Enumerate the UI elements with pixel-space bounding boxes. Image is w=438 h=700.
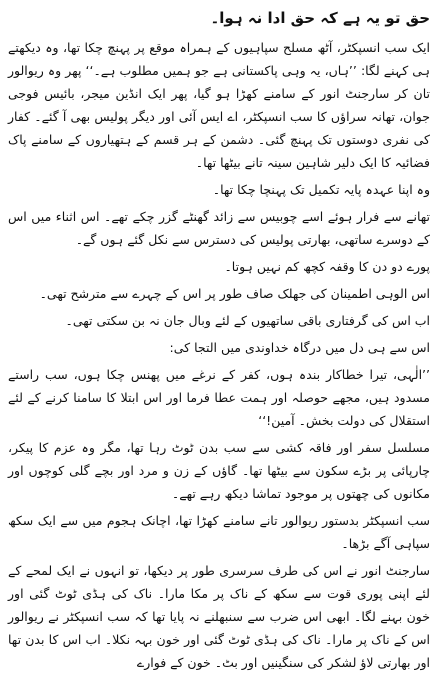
paragraph: تھانے سے فرار ہوئے اسے چوبیس سے زائد گھنٹے گزر چکے تھے۔ اس اثناء میں اس کے دوسرے ساتھی، بھارتی پولیس کی دسترس سے نکل گئے ہوں گے۔ [8, 209, 430, 247]
paragraph: مسلسل سفر اور فاقہ کشی سے سب بدن ٹوٹ رہا تھا، مگر وہ عزم کا پیکر، چارپائی پر بڑے سکون سے بیٹھا تھا۔ گاؤں کے زن و مرد اور بچے گلی کوچوں اور مکانوں کی چھتوں پر موجود تماشا دیکھ رہے تھے۔ [8, 440, 430, 501]
paragraph: اس الوہی اطمینان کی جھلک صاف طور پر اس کے چہرے سے مترشح تھی۔ [39, 286, 430, 301]
paragraph: اس سے ہی دل میں درگاہ خداوندی میں التجا کی: [169, 340, 430, 355]
paragraph: ایک سب انسپکٹر، آٹھ مسلح سپاہیوں کے ہمراہ موقع پر پہنچ چکا تھا، وہ دیکھتے ہی کہنے لگا: ’’ہاں، یہ وہی پاکستانی ہے جو ہمیں مطلوب ہے۔‘‘ پھر وہ ریوالور تان کر سارجنٹ انور کے سامنے کھڑا ہو گیا، پھر ایک انڈین میجر، بائیس فوجی جوان، تھانہ سراؤں کا سب انسپکٹر، اے ایس آئی اور دیگر پولیس بھی آ گئے۔ کفار کی نفری دوستوں تک پہنچ گئی۔ دشمن کے ہر قسم کے ہتھیاروں کے سامنے پاک فضائیہ کا ایک دلیر شاہین سینہ تانے بیٹھا تھا۔ [8, 40, 430, 170]
paragraph: اب اس کی گرفتاری باقی ساتھیوں کے لئے وبال جان نہ بن سکتی تھی۔ [65, 313, 430, 328]
prayer-quote: ’’الٰہی، تیرا خطاکار بندہ ہوں، کفر کے نرغے میں پھنس چکا ہوں، سب راستے مسدود ہیں، مجھے حوصلہ اور ہمت عطا فرما اور اس ابتلا کا سامنا کرنے کے لئے استقلال کی دولت بخش۔ آمین!‘‘ [8, 367, 430, 428]
paragraph: سب انسپکٹر بدستور ریوالور تانے سامنے کھڑا تھا، اچانک ہجوم میں سے ایک سکھ سپاہی آگے بڑھا۔ [8, 513, 430, 551]
article-heading: حق تو یہ ہے کہ حق ادا نہ ہوا۔ [210, 9, 430, 27]
paragraph: سارجنٹ انور نے اس کی طرف سرسری طور پر دیکھا، تو انہوں نے ایک لمحے کے لئے اپنی پوری قوت سے سکھ کے ناک پر مکا مارا۔ ناک کی ہڈی ٹوٹ گئی اور خون بہنے لگا۔ ابھی اس ضرب سے سنبھلنے نہ پایا تھا کہ سب انسپکٹر نے ریوالور اس کے ناک پر مارا۔ ناک کی ہڈی ٹوٹ گئی اور خون بہہ نکلا۔ اب اس کا بدن تھا اور بھارتی لاؤ لشکر کی سنگینیں اور بٹ۔ خون کے فوارے [8, 563, 430, 670]
paragraph: پورے دو دن کا وقفہ کچھ کم نہیں ہوتا۔ [224, 259, 430, 274]
paragraph: وہ اپنا عہدہ پایہ تکمیل تک پہنچا چکا تھا۔ [212, 182, 430, 197]
